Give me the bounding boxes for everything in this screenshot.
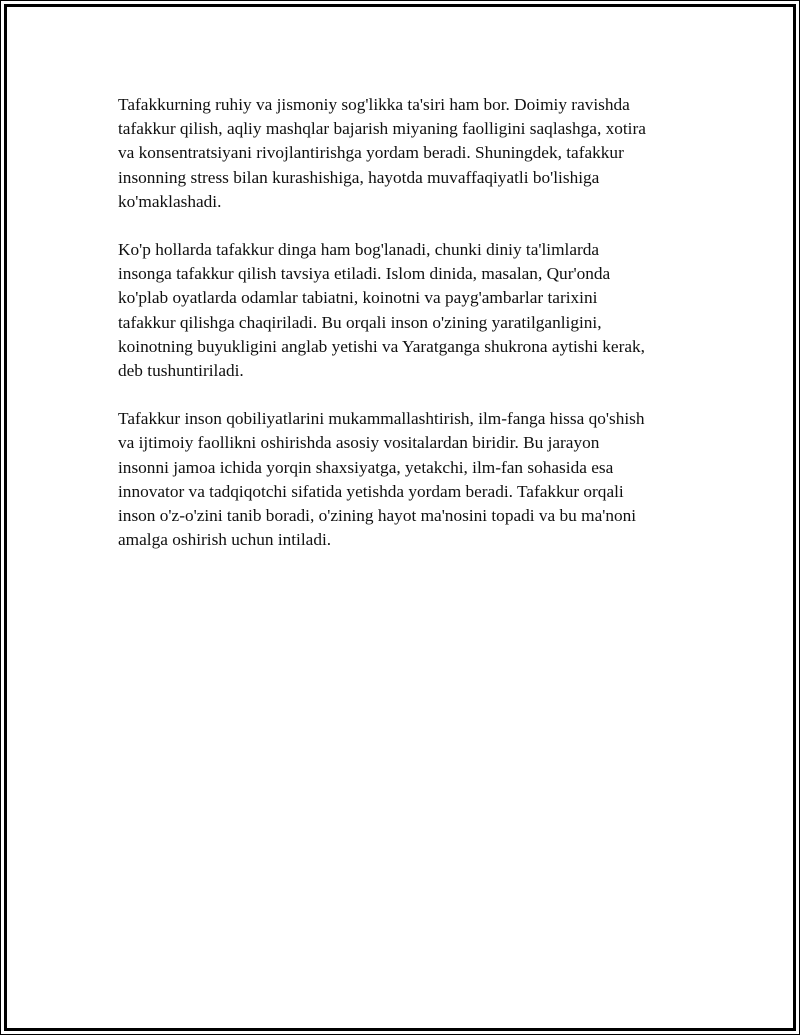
paragraph-2: Ko'p hollarda tafakkur dinga ham bog'lanadi, chunki diniy ta'limlarda insonga tafakkur qilish tavsiya etiladi. Islom dinida, masalan, Qur'onda ko'plab oyatlarda odamlar tabiatni, koinotni va payg'ambarlar tarixini tafakkur qilishga chaqiriladi. Bu orqali inson o'zining yaratilganligini, koinotning buyukligini anglab yetishi va Yaratganga shukrona aytishi kerak, deb tushuntiriladi. <box>118 240 645 381</box>
paragraph-1: Tafakkurning ruhiy va jismoniy sog'likka ta'siri ham bor. Doimiy ravishda tafakkur qilish, aqliy mashqlar bajarish miyaning faolligini saqlashga, xotira va konsentratsiyani rivojlantirishga yordam beradi. Shuningdek, tafakkur insonning stress bilan kurashishiga, hayotda muvaffaqiyatli bo'lishiga ko'maklashadi. <box>118 95 646 211</box>
document-body <box>118 93 698 576</box>
paragraph-3: Tafakkur inson qobiliyatlarini mukammallashtirish, ilm-fanga hissa qo'shish va ijtimoiy faollikni oshirishda asosiy vositalardan biridir. Bu jarayon insonni jamoa ichida yorqin shaxsiyatga, yetakchi, ilm-fan sohasida esa innovator va tadqiqotchi sifatida yetishda yordam beradi. Tafakkur orqali inson o'z-o'zini tanib boradi, o'zining hayot ma'nosini topadi va bu ma'noni amalga oshirish uchun intiladi. <box>118 409 645 550</box>
